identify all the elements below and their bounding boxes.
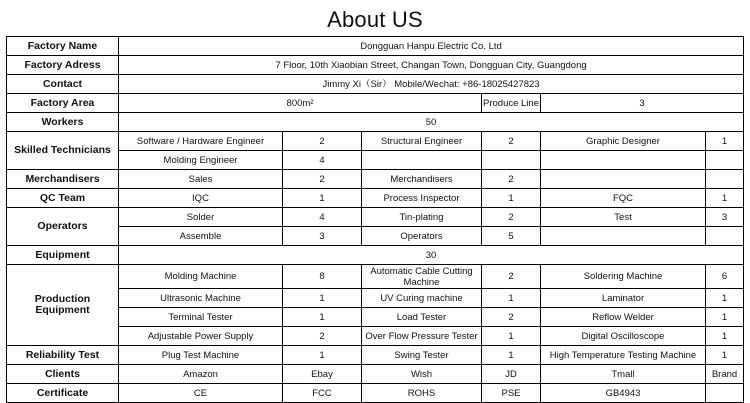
table-row <box>7 208 744 227</box>
cell-value: 5 <box>482 227 541 246</box>
table-row <box>7 132 744 151</box>
cell-value: 1 <box>283 308 362 327</box>
cell-value: CE <box>119 384 283 403</box>
cell-value: Automatic Cable Cutting Machine <box>362 265 482 289</box>
cell-value: 3 <box>706 208 744 227</box>
cell-value: PSE <box>482 384 541 403</box>
cell-value: Produce Line <box>482 94 541 113</box>
cell-value: 6 <box>706 265 744 289</box>
row-label: Workers <box>7 113 119 132</box>
cell-value: Process Inspector <box>362 189 482 208</box>
table-row <box>7 113 744 132</box>
cell-value: GB4943 <box>541 384 706 403</box>
cell-value: 2 <box>482 308 541 327</box>
cell-value: Ultrasonic Machine <box>119 289 283 308</box>
cell-empty <box>541 151 706 170</box>
cell-value: 4 <box>283 151 362 170</box>
cell-value: FCC <box>283 384 362 403</box>
row-label: Operators <box>7 208 119 246</box>
page-title: About US <box>327 7 423 32</box>
cell-value: 1 <box>706 289 744 308</box>
cell-value: Molding Machine <box>119 265 283 289</box>
cell-value: 1 <box>283 289 362 308</box>
cell-value: 50 <box>119 113 744 132</box>
cell-value: 7 Floor, 10th Xiaobian Street, Changan Town, Dongguan City, Guangdong <box>119 56 744 75</box>
table-row <box>7 56 744 75</box>
row-label: Factory Adress <box>7 56 119 75</box>
cell-value: Adjustable Power Supply <box>119 327 283 346</box>
cell-value: UV Curing machine <box>362 289 482 308</box>
cell-value: 2 <box>283 170 362 189</box>
cell-value: FQC <box>541 189 706 208</box>
cell-value: Laminator <box>541 289 706 308</box>
row-label: Reliability Test <box>7 346 119 365</box>
row-label: Contact <box>7 75 119 94</box>
cell-value: Reflow Welder <box>541 308 706 327</box>
table-row <box>7 189 744 208</box>
cell-empty <box>706 170 744 189</box>
cell-value: Load Tester <box>362 308 482 327</box>
table-row <box>7 75 744 94</box>
cell-value: 2 <box>482 265 541 289</box>
table-row <box>7 170 744 189</box>
cell-value: 1 <box>706 132 744 151</box>
cell-value: 1 <box>706 327 744 346</box>
cell-value: Jimmy Xi（Sir） Mobile/Wechat: +86-18025427823 <box>119 75 744 94</box>
row-label: Factory Area <box>7 94 119 113</box>
cell-value: Software / Hardware Engineer <box>119 132 283 151</box>
cell-value: Molding Engineer <box>119 151 283 170</box>
cell-value: 1 <box>482 346 541 365</box>
cell-value: Plug Test Machine <box>119 346 283 365</box>
cell-value: Tin-plating <box>362 208 482 227</box>
cell-value: 800m² <box>119 94 482 113</box>
cell-value: 2 <box>283 327 362 346</box>
cell-value: 2 <box>482 132 541 151</box>
cell-value: 1 <box>283 346 362 365</box>
cell-value: 1 <box>482 289 541 308</box>
cell-value: Over Flow Pressure Tester <box>362 327 482 346</box>
cell-value: Amazon <box>119 365 283 384</box>
cell-value: Ebay <box>283 365 362 384</box>
cell-value: Soldering Machine <box>541 265 706 289</box>
cell-value: 1 <box>482 189 541 208</box>
cell-value: 8 <box>283 265 362 289</box>
cell-value: 1 <box>706 346 744 365</box>
cell-value: Operators <box>362 227 482 246</box>
cell-value: Graphic Designer <box>541 132 706 151</box>
cell-value: Wish <box>362 365 482 384</box>
row-label: Production Equipment <box>7 265 119 346</box>
cell-value: High Temperature Testing Machine <box>541 346 706 365</box>
cell-value: Dongguan Hanpu Electric Co. Ltd <box>119 37 744 56</box>
cell-value: 1 <box>706 308 744 327</box>
cell-value: 3 <box>283 227 362 246</box>
cell-value: Brand <box>706 365 744 384</box>
cell-value: 30 <box>119 246 744 265</box>
row-label: Certificate <box>7 384 119 403</box>
cell-value: 4 <box>283 208 362 227</box>
cell-value: Solder <box>119 208 283 227</box>
cell-empty <box>541 170 706 189</box>
cell-empty <box>482 151 541 170</box>
table-row <box>7 265 744 289</box>
row-label: Merchandisers <box>7 170 119 189</box>
cell-value: 2 <box>482 170 541 189</box>
cell-value: Tmall <box>541 365 706 384</box>
table-row <box>7 37 744 56</box>
cell-value: 3 <box>541 94 744 113</box>
row-label: Equipment <box>7 246 119 265</box>
table-row <box>7 94 744 113</box>
cell-value: 1 <box>283 189 362 208</box>
cell-value: Assemble <box>119 227 283 246</box>
cell-value: 1 <box>706 189 744 208</box>
cell-empty <box>706 227 744 246</box>
cell-empty <box>362 151 482 170</box>
cell-value: Swing Tester <box>362 346 482 365</box>
table-row <box>7 346 744 365</box>
row-label: Factory Name <box>7 37 119 56</box>
cell-value: Merchandisers <box>362 170 482 189</box>
cell-value: ROHS <box>362 384 482 403</box>
row-label: Clients <box>7 365 119 384</box>
cell-value: Digital Oscilloscope <box>541 327 706 346</box>
cell-empty <box>706 151 744 170</box>
cell-value: 1 <box>482 327 541 346</box>
cell-value: Sales <box>119 170 283 189</box>
cell-value: JD <box>482 365 541 384</box>
cell-value: Test <box>541 208 706 227</box>
cell-value: IQC <box>119 189 283 208</box>
table-row <box>7 246 744 265</box>
cell-value: Structural Engineer <box>362 132 482 151</box>
row-label: QC Team <box>7 189 119 208</box>
table-row <box>7 365 744 384</box>
cell-value: Terminal Tester <box>119 308 283 327</box>
factory-info-table <box>6 36 743 403</box>
cell-empty <box>541 227 706 246</box>
row-label: Skilled Technicians <box>7 132 119 170</box>
cell-value: 2 <box>482 208 541 227</box>
cell-value: 2 <box>283 132 362 151</box>
